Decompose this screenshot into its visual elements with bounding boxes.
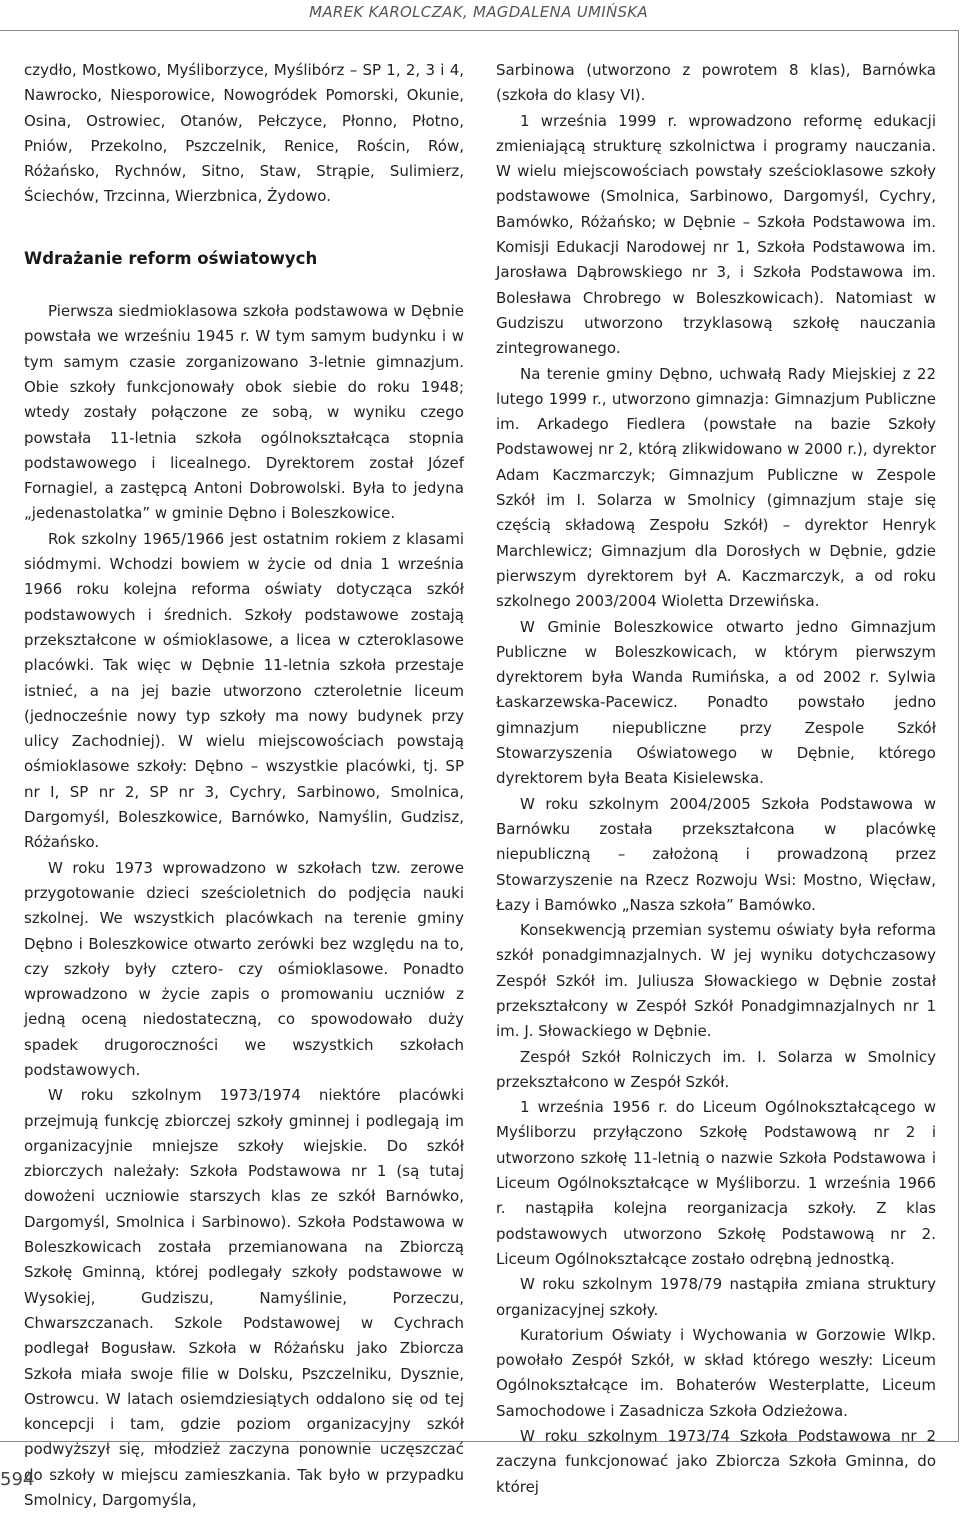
body-paragraph: W roku szkolnym 1978/79 nastąpiła zmiana struktury organizacyjnej szkoły. (496, 1275, 936, 1319)
body-paragraph: W roku szkolnym 1973/74 Szkoła Podstawowa nr 2 zaczyna funkcjonować jako Zbiorcza Szkoła Gminna, do której (496, 1427, 936, 1496)
intro-paragraph: czydło, Mostkowo, Myśliborzyce, Myślibórz – SP 1, 2, 3 i 4, Nawrocko, Niesporowice, Nowogródek Pomorski, Okunie, Osina, Ostrowiec, Otanów, Pełczyce, Płonno, Płotno, Pniów, Przekolno, Pszczelnik, Renice, Rościn, Rów, Różańsko, Rychnów, Sitno, Staw, Strąpie, Sulimierz, Ściechów, Trzcinna, Wierzbnica, Żydowo. (24, 61, 464, 206)
body-paragraph: Kuratorium Oświaty i Wychowania w Gorzowie Wlkp. powołało Zespół Szkół, w skład którego weszły: Liceum Ogólnokształcące im. Bohaterów Westerplatte, Liceum Samochodowe i Zasadnicza Szkoła Odzieżowa. (496, 1325, 936, 1420)
body-paragraph: Konsekwencją przemian systemu oświaty była reforma szkół ponadgimnazjalnych. W jej wyniku dotychczasowy Zespół Szkół im. Juliusza Słowackiego w Dębnie został przekształcony w Zespół Szkół Ponadgimnazjalnych nr 1 im. J. Słowackiego w Dębnie. (496, 921, 936, 1041)
body-paragraph: W roku 1973 wprowadzono w szkołach tzw. zerowe przygotowanie dzieci sześcioletnich do podjęcia nauki szkolnej. We wszystkich placówkach na terenie gminy Dębno i Boleszkowice otwarto zerówki bez względu na to, czy szkoły były cztero- czy ośmioklasowe. Ponadto wprowadzono w życie zapis o promowaniu uczniów z jedną oceną niedostateczną, co spowodowało duży spadek drugoroczności we wszystkich szkołach podstawowych. (24, 858, 464, 1079)
body-paragraph: W roku szkolnym 1973/1974 niektóre placówki przejmują funkcję zbiorczej szkoły gminnej i podlegają im organizacyjnie mniejsze szkoły wiejskie. Do szkół zbiorczych należały: Szkoła Podstawowa nr 1 (są tutaj dowożeni uczniowie starszych klas ze szkół Barnówko, Dargomyśl, Smolnica i Sarbinowo). Szkoła Podstawowa w Boleszkowicach została przemianowana na Zbiorczą Szkołę Gminną, której podlegały szkoły podstawowe w Wysokiej, Gudziszu, Namyślinie, Porzeczu, Chwarszczanach. Szkole Podstawowej w Cychrach podlegał Bogusław. Szkoła w Różańsku jako Zbiorcza Szkoła miała swoje filie w Dolsku, Pszczelniku, Dysznie, Ostrowcu. W latach osiemdziesiątych oddalono się od tej koncepcji i tam, gdzie poziom organizacyjny szkół podwyższył się, młodzież zaczyna ponownie uczęszczać do szkoły w miejscu zamieszkania. Tak było w przypadku Smolnicy, Dargomyśla, (24, 1086, 464, 1510)
section-heading: Wdrażanie reform oświatowych (24, 248, 318, 268)
body-paragraph: 1 września 1956 r. do Liceum Ogólnokształcącego w Myśliborzu przyłączono Szkołę Podstawową nr 2 i utworzono szkołę 11-letnią o nazwie Szkoła Podstawowa i Liceum Ogólnokształcące w Myśliborzu. 1 września 1966 r. nastąpiła kolejna reorganizacja szkoły. Z klas podstawowych utworzono Szkołę Podstawową nr 2. Liceum Ogólnokształcące zostało odrębną jednostką. (496, 1098, 936, 1268)
body-paragraph: Pierwsza siedmioklasowa szkoła podstawowa w Dębnie powstała we wrześniu 1945 r. W tym samym budynku i w tym samym czasie zorganizowano 3-letnie gimnazjum. Obie szkoły funkcjonowały obok siebie do roku 1948; wtedy zostały połączone ze sobą, w wyniku czego powstała 11-letnia szkoła ogólnokształcąca stopnia podstawowego i licealnego. Dyrektorem został Józef Fornagiel, a zastępcą Antoni Dobrowolski. Była to jedyna „jedenastolatka” w gminie Dębno i Boleszkowice. (24, 302, 464, 523)
right-column (496, 58, 936, 1500)
body-paragraph: Zespół Szkół Rolniczych im. I. Solarza w Smolnicy przekształcono w Zespół Szkół. (496, 1047, 936, 1091)
left-column (24, 58, 464, 1513)
page-number: 594 (0, 1469, 35, 1490)
body-paragraph: 1 września 1999 r. wprowadzono reformę edukacji zmieniającą strukturę szkolnictwa i programy nauczania. W wielu miejscowościach powstały sześcioklasowe szkoły podstawowe (Smolnica, Sarbinowo, Dargomyśl, Cychry, Bamówko, Różańsko; w Dębnie – Szkoła Podstawowa im. Komisji Edukacji Narodowej nr 1, Szkoła Podstawowa im. Jarosława Dąbrowskiego nr 3, i Szkoła Podstawowa im. Bolesława Chrobrego w Boleszkowicach). Natomiast w Gudziszu utworzono trzyklasową szkołę nauczania zintegrowanego. (496, 111, 936, 358)
body-paragraph: W Gminie Boleszkowice otwarto jedno Gimnazjum Publiczne w Boleszkowicach, w którym pierwszym dyrektorem była Wanda Rumińska, a od 2002 r. Sylwia Łaskarzewska-Pacewicz. Ponadto powstało jedno gimnazjum niepubliczne przy Zespole Szkół Stowarzyszenia Oświatowego w Dębnie, którego dyrektorem była Beata Kisielewska. (496, 617, 936, 788)
continuation-paragraph: Sarbinowa (utworzono z powrotem 8 klas), Barnówka (szkoła do klasy VI). (496, 61, 936, 105)
body-paragraph: Rok szkolny 1965/1966 jest ostatnim rokiem z klasami siódmymi. Wchodzi bowiem w życie od dnia 1 września 1966 roku kolejna reforma oświaty dotycząca szkół podstawowych i średnich. Szkoły podstawowe zostają przekształcone w ośmioklasowe, a licea w czteroklasowe placówki. Tak więc w Dębnie 11-letnia szkoła przestaje istnieć, a na jej bazie utworzono czteroletnie liceum (jednocześnie nowy typ szkoły ma nowy budynek przy ulicy Zachodniej). W wielu miejscowościach powstają ośmioklasowe szkoły: Dębno – wszystkie placówki, tj. SP nr I, SP nr 2, SP nr 3, Cychry, Sarbinowo, Smolnica, Dargomyśl, Boleszkowice, Barnówko, Namyślin, Gudzisz, Różańsko. (24, 529, 464, 852)
running-head: MAREK KAROLCZAK, MAGDALENA UMIŃSKA (309, 3, 648, 21)
body-paragraph: Na terenie gminy Dębno, uchwałą Rady Miejskiej z 22 lutego 1999 r., utworzono gimnazja: Gimnazjum Publiczne im. Arkadego Fiedlera (powstałe na bazie Szkoły Podstawowej nr 2, którą zlikwidowano w 2000 r.), dyrektor Adam Kaczmarczyk; Gimnazjum Publiczne w Zespole Szkół im I. Solarza w Smolnicy (gimnazjum staje się częścią składową Zespołu Szkół) – dyrektor Henryk Marchlewicz; Gimnazjum dla Dorosłych w Dębnie, gdzie pierwszym dyrektorem był A. Kaczmarczyk, a od roku szkolnego 2003/2004 Wioletta Drzewińska. (496, 364, 936, 611)
body-paragraph: W roku szkolnym 2004/2005 Szkoła Podstawowa w Barnówku została przekształcona w placówkę niepubliczną – założoną i prowadzoną przez Stowarzyszenie na Rzecz Rozwoju Wsi: Mostno, Więcław, Łazy i Bamówko „Nasza szkoła” Bamówko. (496, 794, 936, 914)
